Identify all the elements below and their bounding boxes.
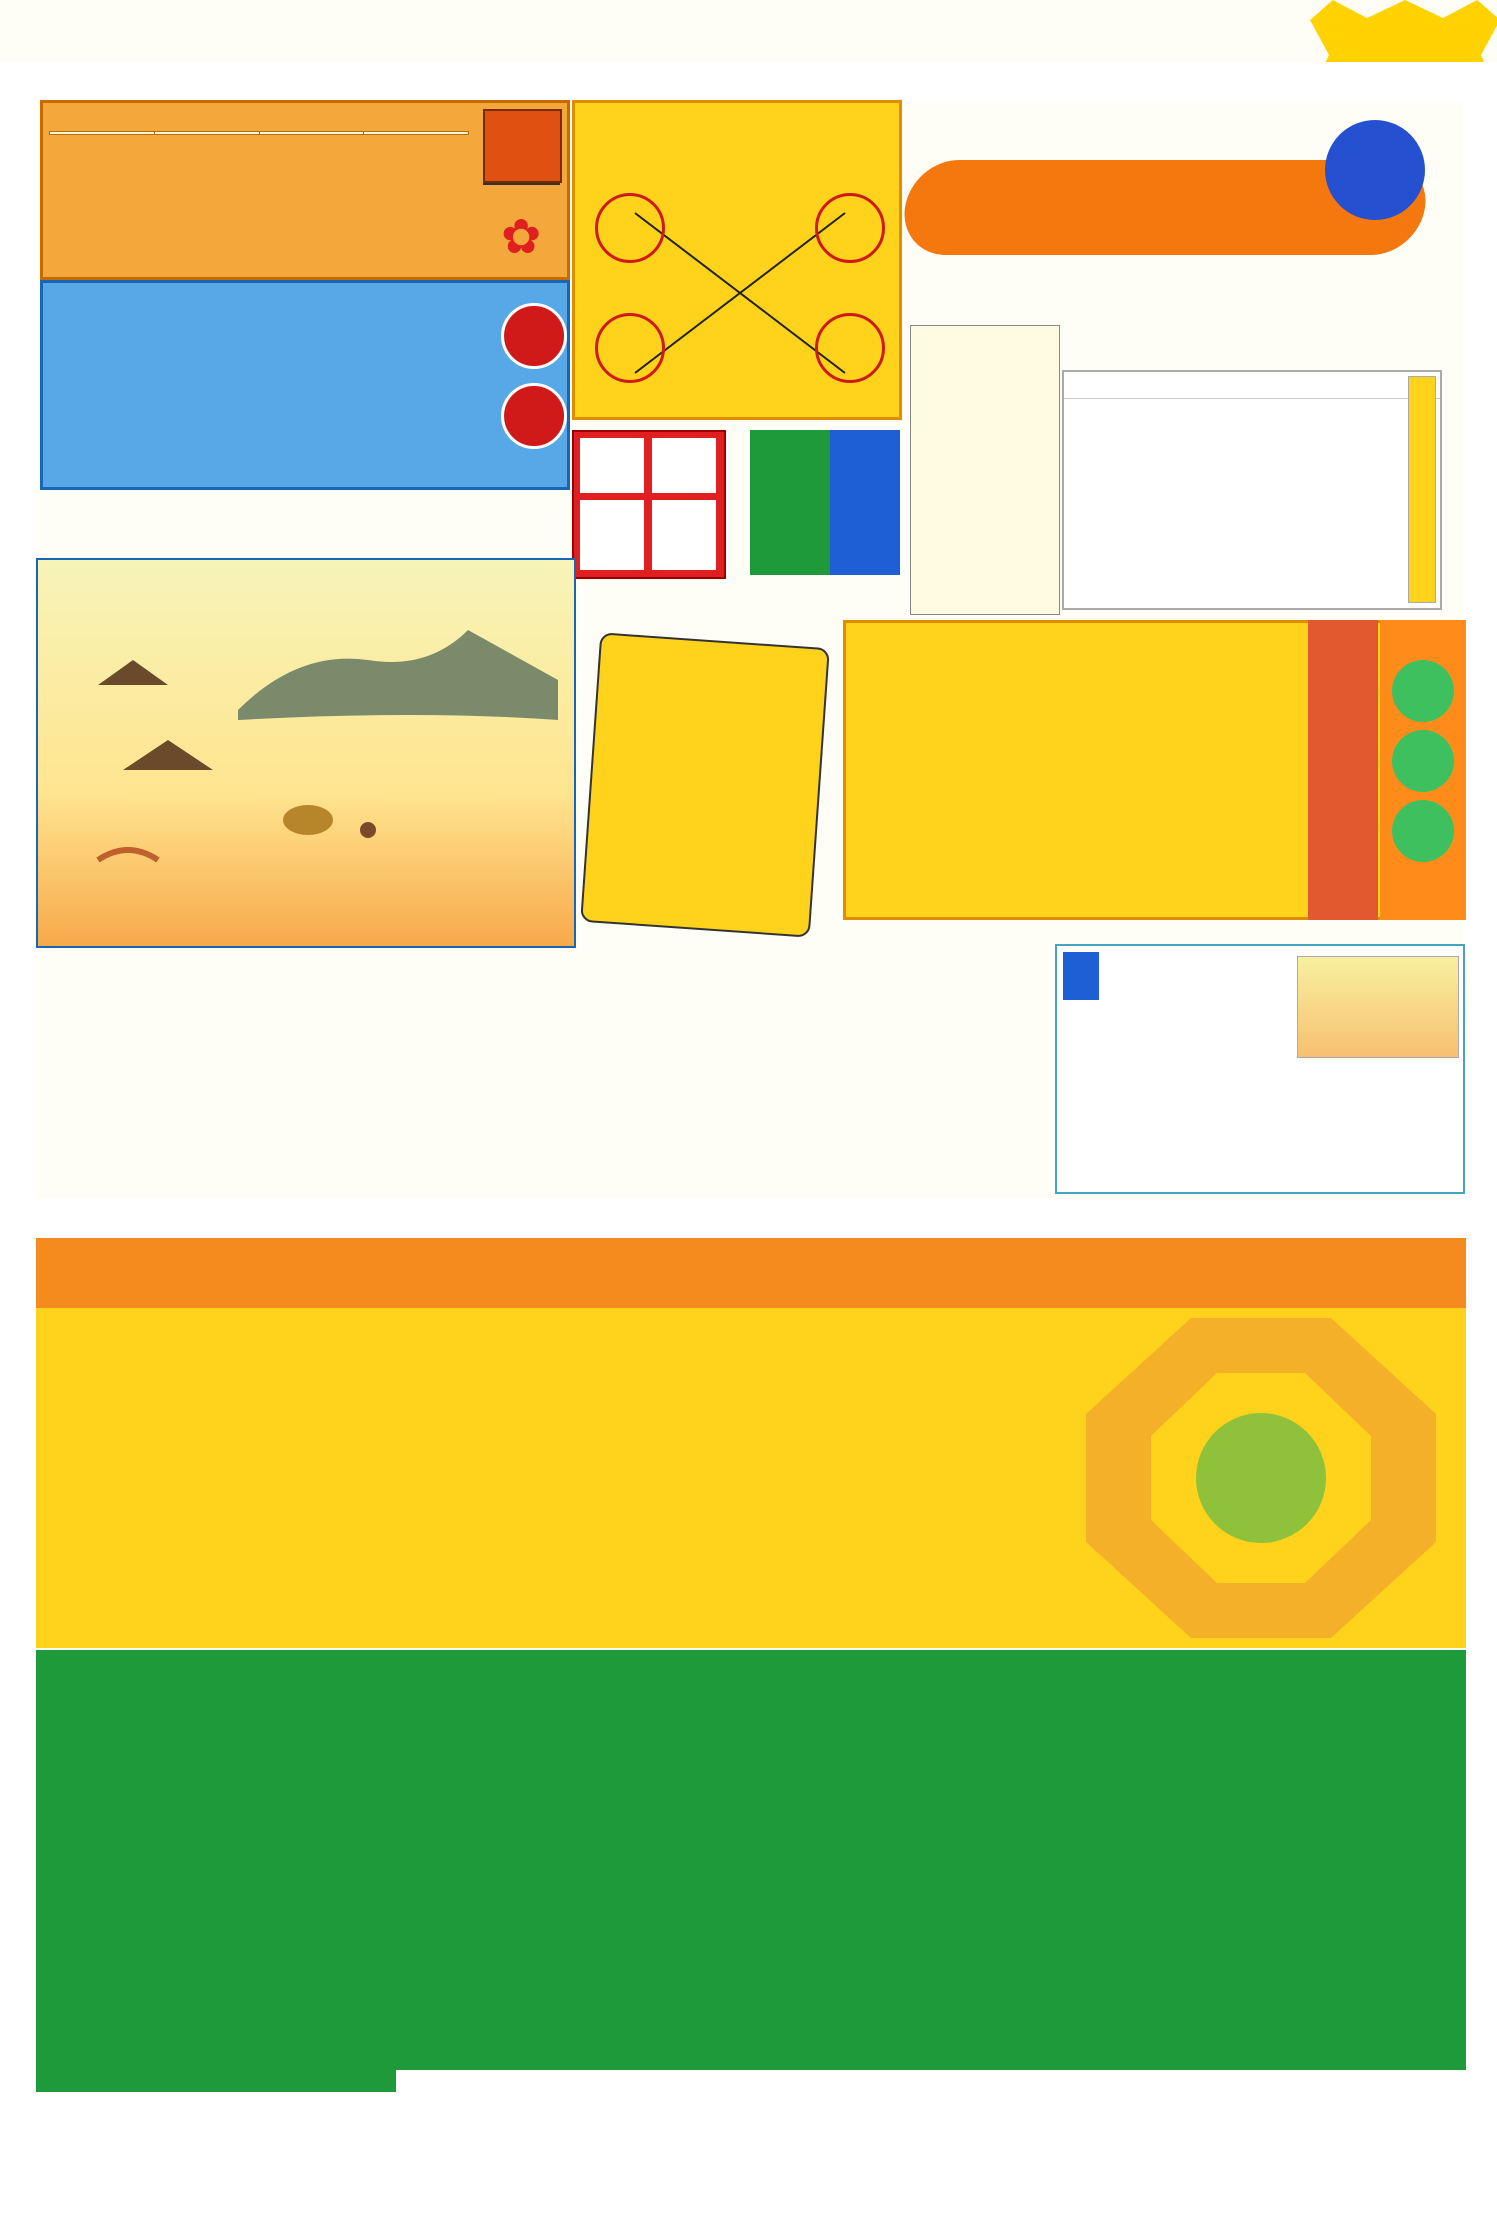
title-banner [36,1238,1466,1308]
header-cell [154,132,259,135]
open-box [572,430,726,579]
stats-table [36,2070,1466,2182]
pick-sidebar [1308,620,1378,920]
riddle-panel [1055,944,1465,1194]
right-border-strip [1461,100,1497,2182]
header-cell [259,132,364,135]
pick-ball-1 [1392,660,1454,722]
weak-table [49,131,469,135]
lucky-num-4 [815,313,885,383]
open-value-2 [652,500,716,570]
open-label-1 [580,438,644,493]
weak-strong-table-panel [40,100,570,280]
open-label-2 [652,438,716,493]
stats-header [36,2070,396,2092]
calendar-month [1064,372,1440,399]
scene-drawing [38,560,574,946]
ad-banner[interactable] [36,1198,1466,1238]
bottom-border-strip [0,2182,1497,2222]
scroll-panel [580,632,830,937]
zodiac-grid [40,948,1055,1198]
results-grid [36,1650,1466,2070]
side-label-box [483,109,562,183]
lucky-num-2 [815,193,885,263]
pick-panel [843,620,1383,920]
special-tag [830,430,900,575]
pick-numbers [1380,620,1466,920]
zodiac-wheel [1066,1318,1456,1638]
riddle-badge [1063,952,1099,1000]
header-cell [50,132,155,135]
weak-table-header [50,132,469,135]
pick-ball-3 [1392,800,1454,862]
open-value-1 [580,500,644,570]
logo-panel [905,40,1455,340]
header-cell [364,132,469,135]
calendar-panel [1062,370,1442,610]
logo-rings-icon [1325,120,1425,220]
lucky-num-3 [595,313,665,383]
flower-icon: ✿ [501,209,542,265]
fortune-panel [36,1308,1466,1648]
analysis-ball-2 [501,383,567,449]
riddle-image [1297,956,1459,1058]
special-number-box [750,430,900,575]
calendar-side [1408,376,1436,603]
results-header [36,1650,396,1672]
wish-panel [910,325,1060,615]
analysis-ball-1 [501,303,567,369]
lucky-combo-panel [572,100,902,420]
banner-chars [101,1238,1401,1248]
left-border-strip [0,100,36,2182]
scene-illustration [36,558,576,948]
side-label [483,183,560,185]
pick-ball-2 [1392,730,1454,792]
open-panel [572,430,902,575]
analysis-panel [40,280,570,490]
lucky-num-1 [595,193,665,263]
scroll-text [800,669,817,908]
